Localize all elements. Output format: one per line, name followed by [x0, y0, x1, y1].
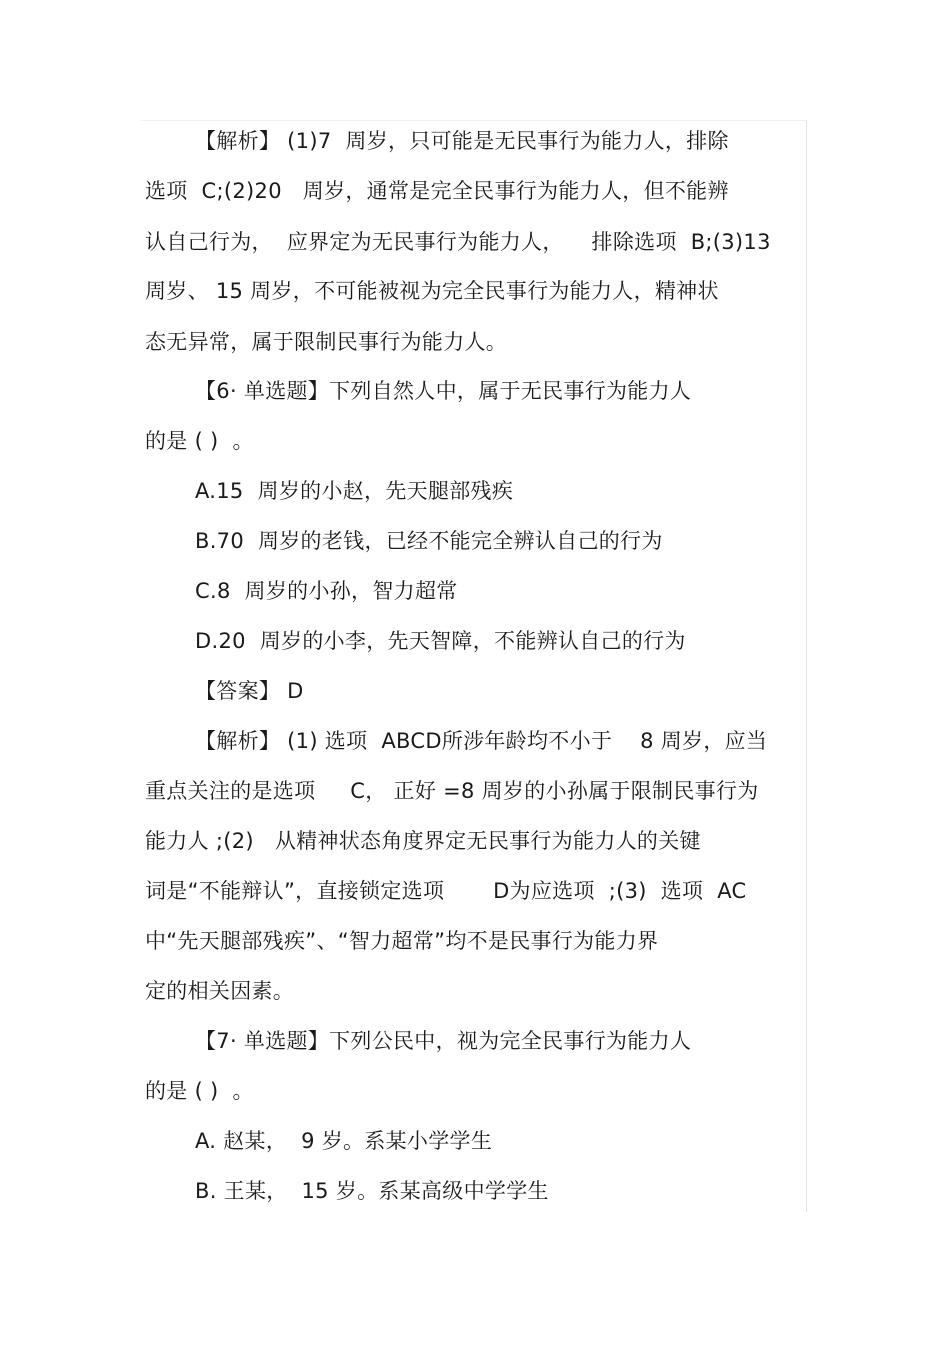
question-6-title: 【6· 单选题】下列自然人中，属于无民事行为能力人 — [195, 379, 692, 403]
option-c: C.8 周岁的小孙，智力超常 — [195, 579, 458, 603]
text-line: 周岁、 15 周岁，不可能被视为完全民事行为能力人，精神状 — [145, 279, 719, 303]
question-7-stem: 的是 ( ) 。 — [145, 1079, 254, 1103]
text-line: 定的相关因素。 — [145, 979, 295, 1003]
option-b: B.70 周岁的老钱，已经不能完全辨认自己的行为 — [195, 529, 663, 553]
text-line: 选项 C;(2)20 周岁，通常是完全民事行为能力人，但不能辨 — [145, 179, 729, 203]
text-line: 中“先天腿部残疾”、“智力超常”均不是民事行为能力界 — [145, 929, 659, 953]
text-line: 能力人 ;(2) 从精神状态角度界定无民事行为能力人的关键 — [145, 829, 701, 853]
option-d: D.20 周岁的小李，先天智障，不能辨认自己的行为 — [195, 629, 686, 653]
analysis-line: 【解析】 (1) 选项 ABCD所涉年龄均不小于 8 周岁，应当 — [195, 729, 768, 753]
text-line: 词是“不能辩认”，直接锁定选项 D为应选项 ;(3) 选项 AC — [145, 879, 747, 903]
option-a: A. 赵某， 9 岁。系某小学学生 — [195, 1129, 493, 1153]
text-line: 态无异常，属于限制民事行为能力人。 — [145, 330, 508, 354]
question-6-stem: 的是 ( ) 。 — [145, 429, 254, 453]
text-line: 认自己行为， 应界定为无民事行为能力人， 排除选项 B;(3)13 — [145, 230, 771, 254]
text-line: 【解析】 (1)7 周岁，只可能是无民事行为能力人，排除 — [195, 129, 729, 153]
answer-line: 【答案】 D — [195, 679, 304, 703]
text-line: 重点关注的是选项 C， 正好 =8 周岁的小孙属于限制民事行为 — [145, 779, 759, 803]
question-7-title: 【7· 单选题】下列公民中，视为完全民事行为能力人 — [195, 1029, 692, 1053]
option-a: A.15 周岁的小赵，先天腿部残疾 — [195, 479, 514, 503]
option-b: B. 王某， 15 岁。系某高级中学学生 — [195, 1179, 549, 1203]
